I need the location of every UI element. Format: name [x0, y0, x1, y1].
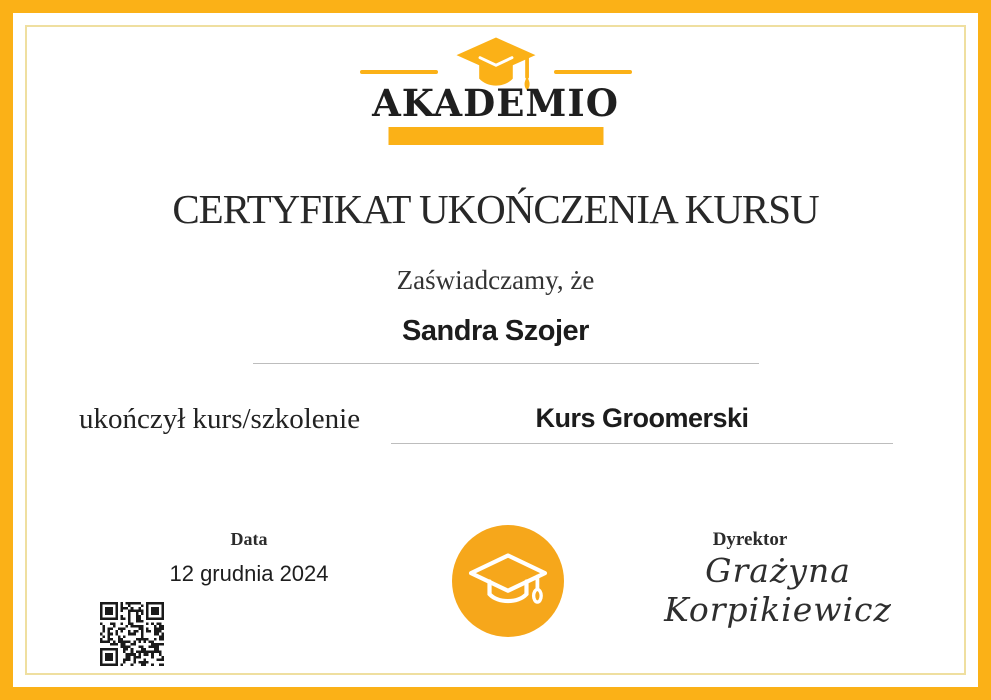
brand-underline-bar — [388, 127, 603, 145]
recipient-name: Sandra Szojer — [402, 315, 589, 347]
recipient-underline — [253, 363, 759, 364]
course-underline — [391, 443, 893, 444]
seal-graduation-cap-icon — [466, 537, 550, 626]
ornament-line-right — [554, 70, 632, 74]
certificate-title: CERTYFIKAT UKOŃCZENIA KURSU — [172, 186, 819, 232]
course-name: Kurs Groomerski — [535, 403, 749, 433]
brand-title: AKADEMIO — [372, 81, 619, 125]
director-label: Dyrektor — [712, 529, 788, 550]
ornament-line-left — [360, 70, 438, 74]
qr-code — [100, 602, 164, 666]
date-value: 12 grudnia 2024 — [169, 561, 329, 586]
director-signature: Grażyna Korpikiewicz — [664, 551, 892, 629]
statement-text: Zaświadczamy, że — [396, 265, 595, 295]
date-label: Data — [230, 529, 268, 549]
course-label: ukończył kurs/szkolenie — [79, 403, 361, 435]
seal-badge — [452, 525, 564, 637]
